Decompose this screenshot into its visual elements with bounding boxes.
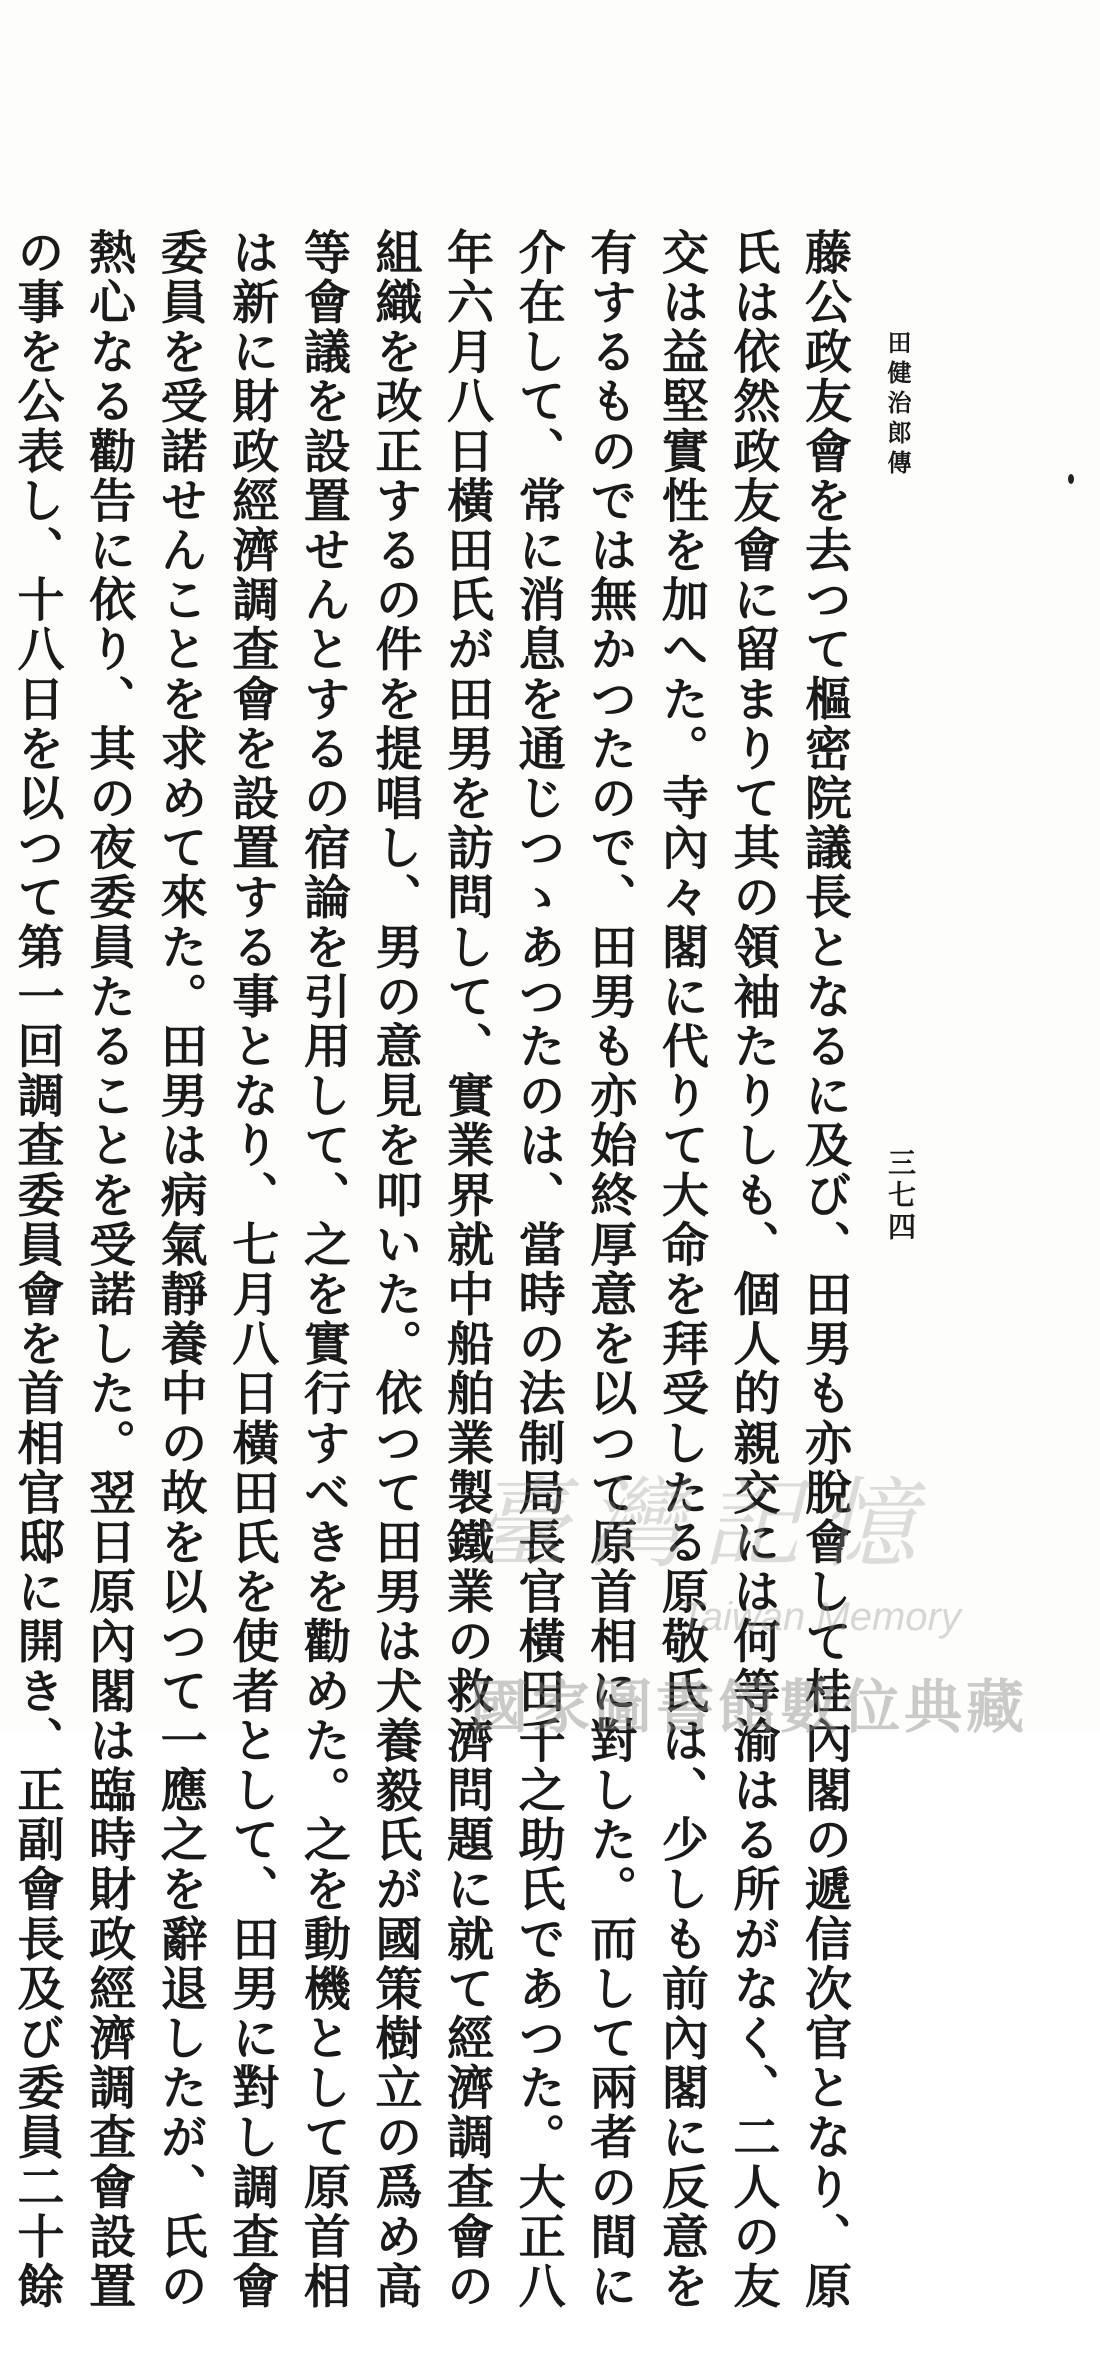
page-number: 三七四	[884, 1148, 917, 1244]
text-column: 熱心なる勸告に依り、其の夜委員たることを受諾した。翌日原內閣は臨時財政經濟調查會設置	[81, 228, 137, 2312]
text-column: 年六月八日橫田氏が田男を訪問して、實業界就中船舶業製鐵業の救濟問題に就て經濟調查會の	[439, 228, 495, 2312]
text-column: 等會議を設置せんとするの宿論を引用して、之を實行すべきを勸めた。之を動機として原首相	[295, 228, 351, 2312]
text-column: 氏は依然政友會に留まりて其の領袖たりしも、個人的親交には何等渝はる所がなく、二人の友	[725, 228, 781, 2312]
running-title: 田健治郎傳	[883, 330, 912, 480]
text-column: 組織を改正するの件を提唱し、男の意見を叩いた。依つて田男は犬養毅氏が國策樹立の爲め高	[367, 228, 423, 2312]
text-column: 介在して、常に消息を通じつゝあつたのは、當時の法制局長官橫田千之助氏であつた。大正八	[510, 228, 566, 2312]
watermark-english: Taiwan Memory	[680, 1595, 961, 1639]
text-column: は新に財政經濟調查會を設置する事となり、七月八日橫田氏を使者として、田男に對し調查會	[224, 228, 280, 2312]
text-column: 藤公政友會を去つて樞密院議長となるに及び、田男も亦脫會して桂內閣の遞信次官となり、原	[797, 228, 852, 2312]
text-column: 有するものでは無かつたので、田男も亦始終厚意を以つて原首相に對した。而して兩者の間に	[582, 228, 638, 2312]
text-column: 交は益堅實性を加へた。寺內々閣に代りて大命を拜受したる原敬氏は、少しも前內閣に反意を	[653, 228, 709, 2312]
margin-speck	[1068, 474, 1074, 484]
watermark-library: 國家圖書館數位典藏	[470, 1673, 1029, 1741]
text-column	[0, 228, 1, 1528]
watermark-logo-text: 臺灣記憶	[470, 1468, 935, 1582]
text-column: 委員を受諾せんことを求めて來た。田男は病氣靜養中の故を以つて一應之を辭退したが、氏の	[152, 228, 208, 2312]
text-column: の事を公表し、十八日を以つて第一回調查委員會を首相官邸に開き、正副會長及び委員二十餘	[9, 228, 65, 2312]
